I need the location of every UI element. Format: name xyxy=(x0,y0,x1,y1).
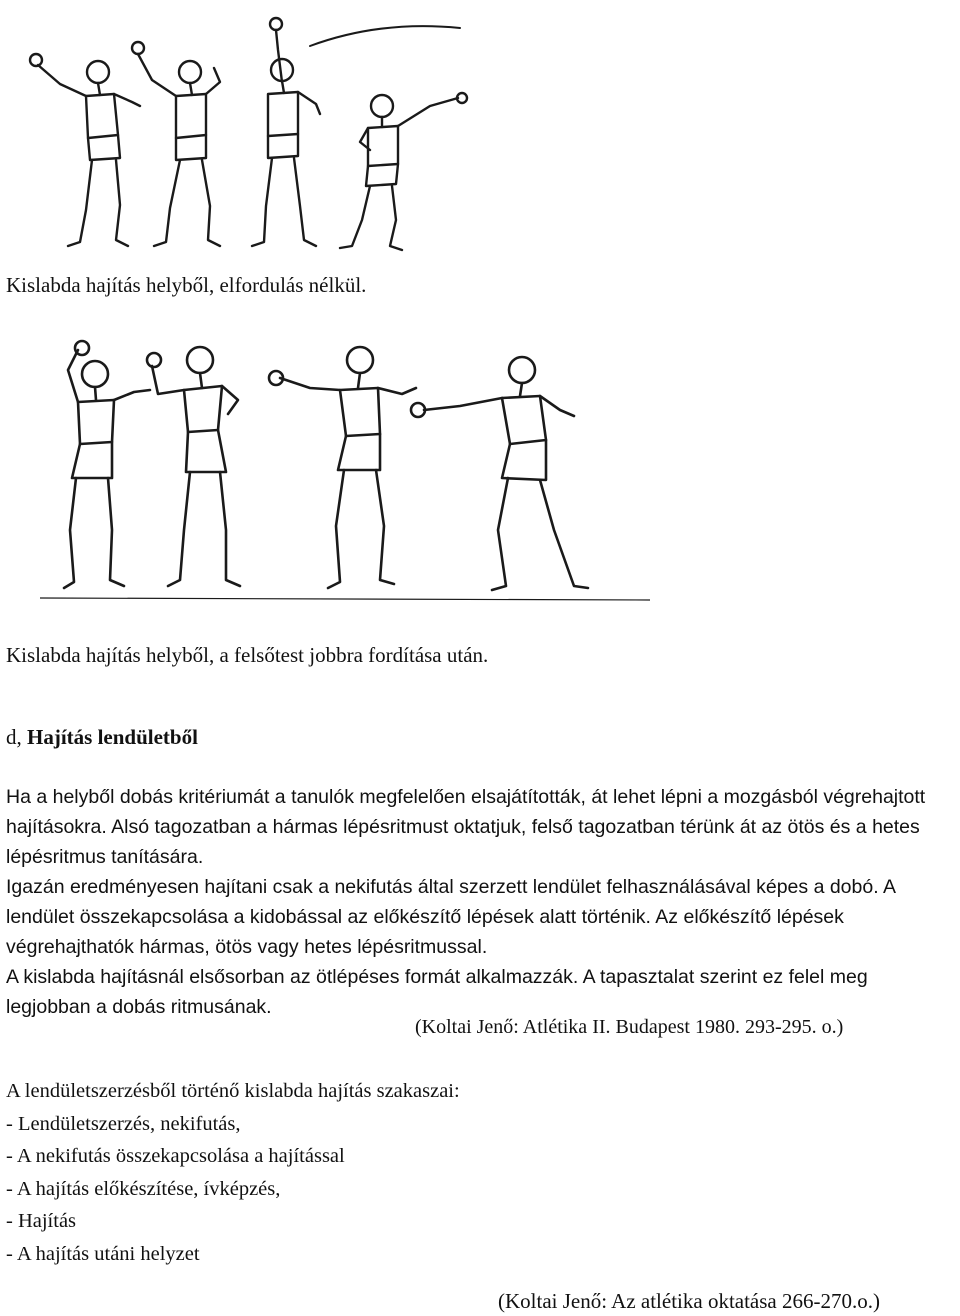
figure-2-athlete-4 xyxy=(411,357,588,590)
figure-1-athlete-1 xyxy=(30,54,140,246)
paragraph-1: Ha a helyből dobás kritériumát a tanulók megfelelően elsajátították, át lehet lépni a mozgásból végrehajtott hajításokra. Alsó tagozatban a hármas lépésritmust oktatjuk, felső tagozatban térünk át az ötös és a hetes lépésritmus tanítására. xyxy=(6,786,926,868)
figure-1-caption: Kislabda hajítás helyből, elfordulás nélkül. xyxy=(6,273,367,297)
phases-intro: A lendületszerzésből történő kislabda hajítás szakaszai: xyxy=(6,1080,460,1102)
citation-2: (Koltai Jenő: Az atlétika oktatása 266-270.o.) xyxy=(498,1289,880,1313)
list-item: - A hajítás előkészítése, ívképzés, xyxy=(6,1177,281,1200)
figure-1-athlete-4 xyxy=(340,93,467,250)
figure-2-athlete-2 xyxy=(147,347,240,586)
figure-2-athlete-1 xyxy=(64,341,150,588)
list-item: - Hajítás xyxy=(6,1210,77,1232)
body-text xyxy=(6,782,956,1022)
list-item: - Lendületszerzés, nekifutás, xyxy=(6,1112,241,1135)
phases-list xyxy=(6,1075,460,1270)
figure-2-athlete-3 xyxy=(269,347,416,588)
list-item: - A nekifutás összekapcsolása a hajítással xyxy=(6,1145,345,1167)
ground-line xyxy=(40,598,650,600)
throw-sequence-torso-rotation-illustration xyxy=(40,330,650,610)
paragraph-3: A kislabda hajításnál elsősorban az ötlépéses formát alkalmazzák. A tapasztalat szerint ez felel meg legjobban a dobás ritmusának. xyxy=(6,966,868,1018)
section-heading xyxy=(6,722,198,752)
figure-2-caption: Kislabda hajítás helyből, a felsőtest jobbra fordítása után. xyxy=(6,643,489,667)
ball-trajectory-arc xyxy=(310,26,460,46)
section-prefix: d, xyxy=(6,725,22,749)
section-title: Hajítás lendületből xyxy=(27,725,198,749)
paragraph-2: Igazán eredményesen hajítani csak a nekifutás által szerzett lendület felhasználásával képes a dobó. A lendület összekapcsolása a kidobással az előkészítő lépések alatt történik. Az előkészítő lépések végrehajthatók hármas, ötös vagy hetes lépésritmussal. xyxy=(6,876,895,958)
list-item: - A hajítás utáni helyzet xyxy=(6,1242,200,1265)
figure-1-athlete-2 xyxy=(132,42,220,246)
citation-1: (Koltai Jenő: Atlétika II. Budapest 1980. 293-295. o.) xyxy=(415,1016,844,1038)
figure-1-athlete-3 xyxy=(252,18,320,246)
throw-sequence-standing-illustration xyxy=(20,10,470,255)
